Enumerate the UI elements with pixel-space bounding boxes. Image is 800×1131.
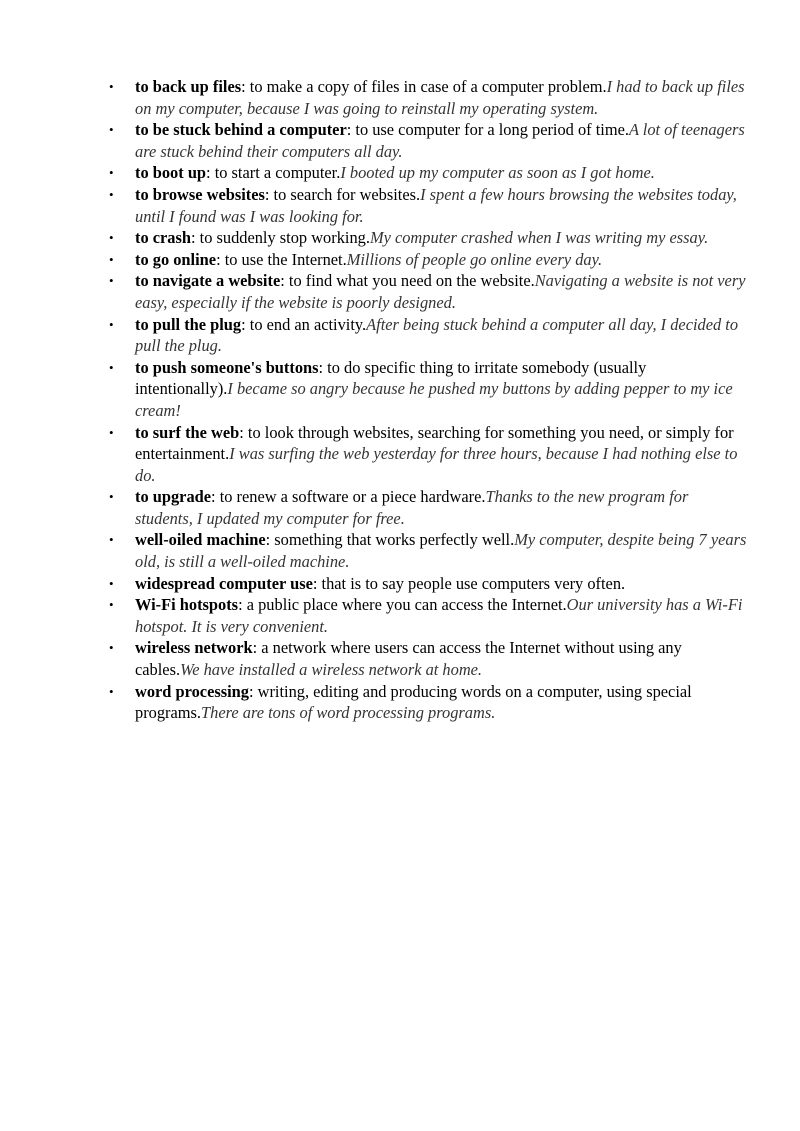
- term: well-oiled machine: [135, 530, 266, 550]
- bullet-icon: •: [109, 230, 114, 246]
- bullet-icon: •: [109, 186, 114, 202]
- bullet-icon: •: [109, 251, 114, 267]
- term: to back up files: [135, 77, 242, 96]
- list-item: [109, 422, 747, 487]
- definition: : to end an activity.: [241, 314, 367, 334]
- bullet-icon: •: [109, 79, 114, 94]
- example-sentence: My computer crashed when I was writing my essay.: [369, 228, 709, 248]
- list-item: [109, 637, 747, 680]
- definition: : a public place where you can access the Internet.: [238, 595, 567, 615]
- example-sentence: After being stuck behind a computer all day, I decided to pull the plug.: [135, 314, 739, 356]
- bullet-icon: •: [109, 683, 114, 699]
- list-item: [109, 681, 747, 724]
- term: to go online: [135, 249, 217, 269]
- example-sentence: Navigating a website is not very easy, especially if the website is poorly designed.: [135, 271, 746, 312]
- list-item: [109, 357, 747, 422]
- term: Wi-Fi hotspots: [135, 595, 239, 615]
- definition: : to find what you need on the website.: [280, 271, 535, 291]
- definition: : something that works perfectly well.: [265, 530, 515, 550]
- list-item: [109, 314, 747, 357]
- example-sentence: Our university has a Wi-Fi hotspot. It is very convenient.: [135, 595, 743, 636]
- term: to boot up: [135, 163, 207, 183]
- example-sentence: I booted up my computer as soon as I got home.: [340, 163, 655, 183]
- example-sentence: I became so angry because he pushed my buttons by adding pepper to my ice cream!: [135, 379, 733, 420]
- definition: : to use computer for a long period of time.: [346, 120, 629, 140]
- example-sentence: A lot of teenagers are stuck behind their computers all day.: [135, 120, 745, 161]
- example-sentence: There are tons of word processing programs.: [201, 703, 496, 723]
- bullet-icon: •: [109, 122, 114, 138]
- definition: : to search for websites.: [264, 184, 421, 204]
- term: to be stuck behind a computer: [135, 120, 347, 140]
- example-sentence: Millions of people go online every day.: [346, 249, 603, 269]
- definition: : that is to say people use computers very often.: [312, 573, 626, 593]
- list-item: [109, 529, 747, 572]
- bullet-icon: •: [109, 640, 114, 656]
- list-item: [109, 76, 747, 119]
- term: to crash: [135, 228, 191, 248]
- definition: : writing, editing and producing words on a computer, using special programs.: [135, 681, 692, 723]
- list-item: [109, 594, 747, 637]
- term: wireless network: [135, 638, 253, 658]
- definition: : to start a computer.: [206, 163, 341, 183]
- list-item: [109, 119, 747, 162]
- example-sentence: We have installed a wireless network at home.: [180, 660, 483, 680]
- example-sentence: Thanks to the new program for students, I updated my computer for free.: [135, 487, 689, 528]
- bullet-icon: •: [109, 316, 114, 332]
- term: word processing: [135, 681, 249, 701]
- term: to navigate a website: [135, 271, 281, 291]
- term: to upgrade: [135, 487, 212, 507]
- list-item: [109, 184, 747, 227]
- term: to browse websites: [135, 184, 265, 204]
- bullet-icon: •: [109, 424, 114, 440]
- list-item: [109, 162, 747, 184]
- term: widespread computer use: [135, 573, 313, 593]
- list-item: [109, 270, 747, 313]
- term: to pull the plug: [135, 314, 242, 334]
- example-sentence: My computer, despite being 7 years old, is still a well-oiled machine.: [135, 530, 747, 572]
- example-sentence: I spent a few hours browsing the websites today, until I found was I was looking for.: [135, 184, 737, 226]
- vocabulary-list: [109, 76, 747, 724]
- bullet-icon: •: [109, 597, 114, 613]
- bullet-icon: •: [109, 489, 114, 505]
- list-item: [109, 573, 747, 595]
- list-item: [109, 249, 747, 271]
- bullet-icon: •: [109, 359, 114, 375]
- list-item: [109, 227, 747, 249]
- example-sentence: I was surfing the web yesterday for three hours, because I had nothing else to do.: [135, 444, 738, 485]
- definition: : to use the Internet.: [216, 249, 347, 269]
- example-sentence: I had to back up files on my computer, because I was going to reinstall my operating system.: [135, 77, 745, 118]
- term: to surf the web: [135, 422, 240, 442]
- bullet-icon: •: [109, 165, 114, 181]
- bullet-icon: •: [109, 575, 114, 591]
- definition: : to do specific thing to irritate somebody (usually intentionally).: [135, 357, 647, 399]
- list-item: [109, 486, 747, 529]
- definition: : to suddenly stop working.: [191, 228, 370, 248]
- definition: : to look through websites, searching for something you need, or simply for entertainment.: [135, 422, 734, 464]
- definition: : to make a copy of files in case of a computer problem.: [241, 77, 607, 96]
- definition: : a network where users can access the Internet without using any cables.: [135, 638, 682, 680]
- definition: : to renew a software or a piece hardware.: [211, 487, 486, 507]
- bullet-icon: •: [109, 532, 114, 548]
- bullet-icon: •: [109, 273, 114, 289]
- term: to push someone's buttons: [135, 357, 319, 377]
